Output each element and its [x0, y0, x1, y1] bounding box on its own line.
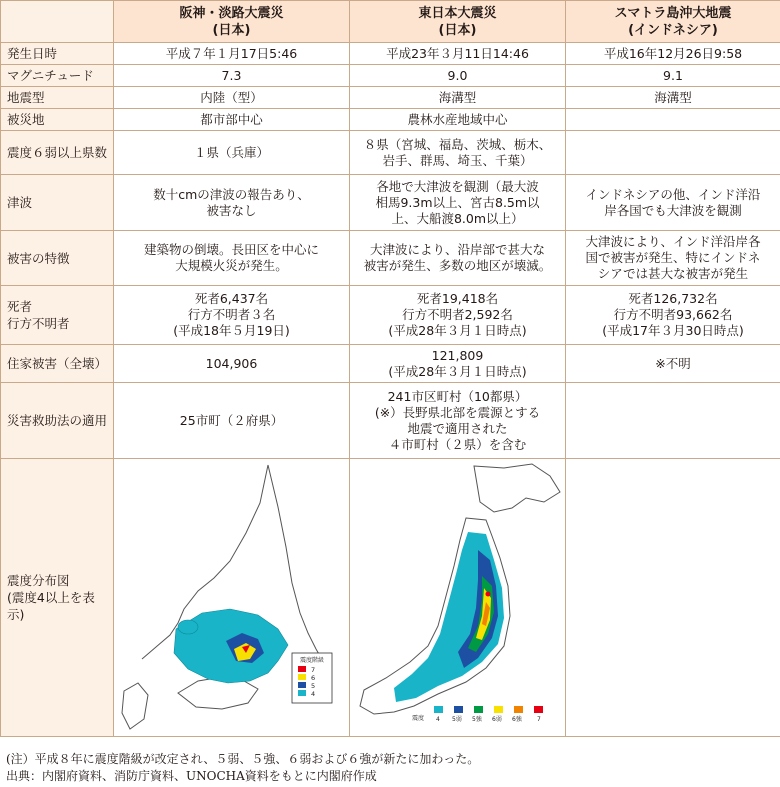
row-label: 被災地 — [1, 109, 114, 131]
row-housing-damage — [1, 345, 780, 383]
legend-swatch — [494, 706, 503, 713]
cell-hanshin: 建築物の倒壊。長田区を中心に 大規模火災が発生。 — [114, 231, 350, 286]
legend-label: 5弱 — [452, 715, 462, 723]
header-corner — [1, 1, 114, 43]
row-label: 地震型 — [1, 87, 114, 109]
legend-label: 6強 — [512, 715, 522, 723]
cell-higashinihon: 平成23年３月11日14:46 — [350, 43, 566, 65]
cell-hanshin: 死者6,437名 行方不明者３名 (平成18年５月19日) — [114, 286, 350, 345]
row-area — [1, 109, 780, 131]
legend-swatch — [454, 706, 463, 713]
cell-sumatra: 海溝型 — [566, 87, 780, 109]
cell-sumatra-map — [566, 459, 780, 737]
kobe-intensity-map — [118, 463, 348, 733]
legend-swatch — [298, 682, 306, 688]
hokkaido-coastline — [474, 464, 560, 512]
row-relief-act — [1, 383, 780, 459]
cell-higashinihon: 9.0 — [350, 65, 566, 87]
cell-higashinihon: 大津波により、沿岸部で甚大な 被害が発生、多数の地区が壊滅。 — [350, 231, 566, 286]
kyushu-coastline — [122, 683, 148, 729]
row-tsunami — [1, 175, 780, 231]
row-label: 住家被害（全壊） — [1, 345, 114, 383]
cell-hanshin: 数十cmの津波の報告あり、 被害なし — [114, 175, 350, 231]
row-prefectures — [1, 131, 780, 175]
intensity-7-area — [486, 591, 491, 596]
kobe-legend — [292, 653, 332, 703]
cell-hanshin-map — [114, 459, 350, 737]
legend-swatch — [298, 674, 306, 680]
cell-hanshin: 都市部中心 — [114, 109, 350, 131]
cell-higashinihon: ８県（宮城、福島、茨城、栃木、 岩手、群馬、埼玉、千葉） — [350, 131, 566, 175]
row-label: 津波 — [1, 175, 114, 231]
legend-label: 5強 — [472, 715, 482, 723]
header-hanshin: 阪神・淡路大震災 (日本) — [114, 1, 350, 43]
cell-sumatra: 死者126,732名 行方不明者93,662名 (平成17年３月30日時点) — [566, 286, 780, 345]
cell-sumatra: 大津波により、インド洋沿岸各 国で被害が発生、特にインドネ シアでは甚大な被害が発生 — [566, 231, 780, 286]
cell-sumatra: 平成16年12月26日9:58 — [566, 43, 780, 65]
row-magnitude — [1, 65, 780, 87]
cell-sumatra: ※不明 — [566, 345, 780, 383]
cell-hanshin: 平成７年１月17日5:46 — [114, 43, 350, 65]
cell-higashinihon: 海溝型 — [350, 87, 566, 109]
legend-label: 6 — [311, 673, 316, 682]
tohoku-legend — [412, 706, 543, 723]
shikoku-coastline — [178, 677, 258, 709]
legend-swatch — [298, 666, 306, 672]
legend-label: 7 — [311, 665, 316, 674]
legend-label: 5 — [311, 681, 316, 690]
legend-label: 4 — [311, 689, 316, 698]
row-label: 発生日時 — [1, 43, 114, 65]
row-type — [1, 87, 780, 109]
legend-label: 6弱 — [492, 715, 502, 723]
tohoku-intensity-map — [354, 462, 568, 734]
cell-hanshin: 104,906 — [114, 345, 350, 383]
cell-higashinihon: 121,809 (平成28年３月１日時点) — [350, 345, 566, 383]
row-label: マグニチュード — [1, 65, 114, 87]
header-row — [1, 1, 780, 43]
cell-higashinihon-map — [350, 459, 566, 737]
cell-sumatra — [566, 383, 780, 459]
legend-prefix: 震度 — [412, 714, 425, 722]
cell-sumatra: インドネシアの他、インド洋沿 岸各国でも大津波を観測 — [566, 175, 780, 231]
row-label: 被害の特徴 — [1, 231, 114, 286]
cell-sumatra — [566, 109, 780, 131]
intensity-4-area — [178, 620, 198, 634]
cell-higashinihon: 死者19,418名 行方不明者2,592名 (平成28年３月１日時点) — [350, 286, 566, 345]
legend-swatch — [514, 706, 523, 713]
cell-sumatra: 9.1 — [566, 65, 780, 87]
row-label: 震度分布図 (震度4以上を表示) — [1, 459, 114, 737]
footnotes — [6, 751, 776, 785]
cell-hanshin: 25市町（２府県） — [114, 383, 350, 459]
note-source: 出典：内閣府資料、消防庁資料、UNOCHA資料をもとに内閣府作成 — [6, 769, 377, 783]
note-intensity-revision: (注）平成８年に震度階級が改定され、５弱、５強、６弱および６強が新たに加わった。 — [6, 752, 480, 766]
legend-swatch — [534, 706, 543, 713]
legend-label: 4 — [436, 715, 440, 723]
cell-hanshin: １県（兵庫） — [114, 131, 350, 175]
row-casualties — [1, 286, 780, 345]
cell-higashinihon: 241市区町村（10都県） (※）長野県北部を震源とする 地震で適用された ４市町村（２県）を含む — [350, 383, 566, 459]
cell-sumatra — [566, 131, 780, 175]
legend-swatch — [298, 690, 306, 696]
cell-hanshin: 7.3 — [114, 65, 350, 87]
header-sumatra: スマトラ島沖大地震 (インドネシア) — [566, 1, 780, 43]
row-label: 死者 行方不明者 — [1, 286, 114, 345]
cell-higashinihon: 各地で大津波を観測（最大波 相馬9.3m以上、宮古8.5m以 上、大船渡8.0m以上） — [350, 175, 566, 231]
row-occurrence — [1, 43, 780, 65]
legend-swatch — [474, 706, 483, 713]
legend-label: 7 — [537, 715, 541, 723]
header-higashinihon: 東日本大震災 (日本) — [350, 1, 566, 43]
cell-higashinihon: 農林水産地域中心 — [350, 109, 566, 131]
legend-swatch — [434, 706, 443, 713]
row-label: 災害救助法の適用 — [1, 383, 114, 459]
row-label: 震度６弱以上県数 — [1, 131, 114, 175]
legend-title: 震度階級 — [299, 656, 325, 664]
row-damage-features — [1, 231, 780, 286]
cell-hanshin: 内陸（型） — [114, 87, 350, 109]
row-intensity-map — [1, 459, 780, 737]
